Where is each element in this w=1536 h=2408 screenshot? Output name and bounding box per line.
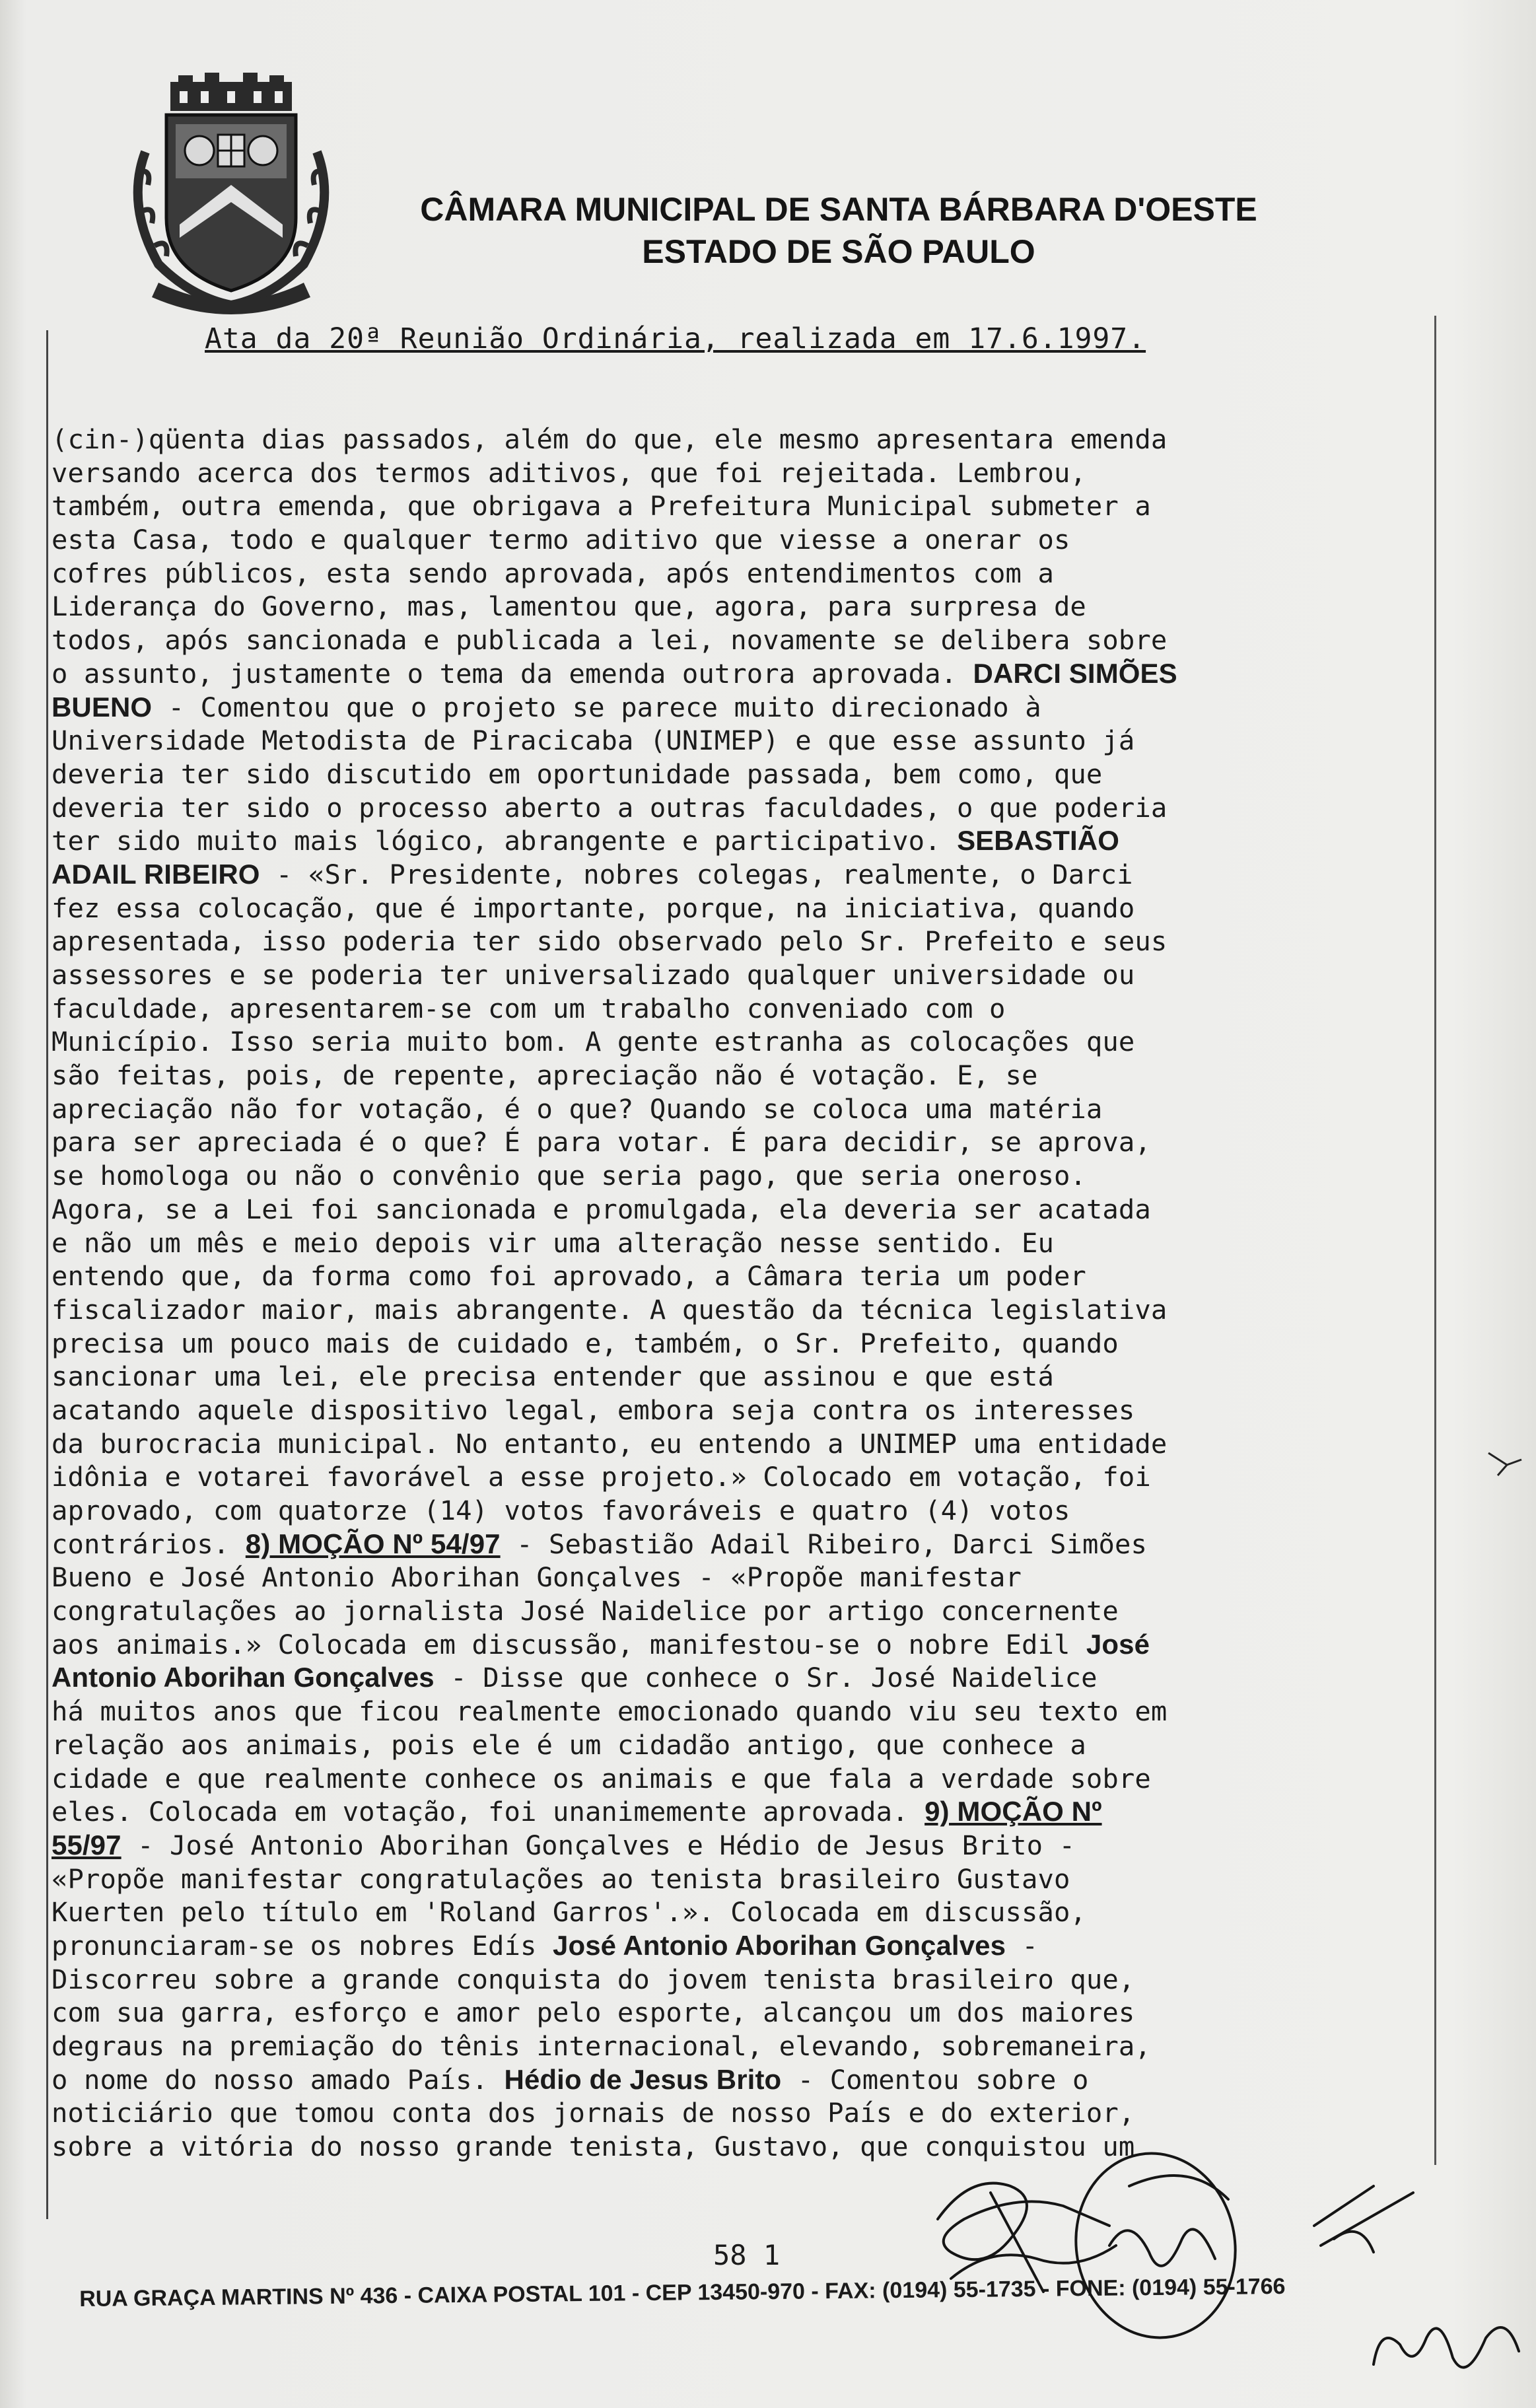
text-line: versando acerca dos termos aditivos, que foi rejeitada. Lembrou, bbox=[52, 456, 1086, 489]
speaker-name: José bbox=[1086, 1628, 1150, 1660]
speaker-name: ADAIL RIBEIRO bbox=[52, 858, 260, 890]
text-line: esta Casa, todo e qualquer termo aditivo que viesse a onerar os bbox=[52, 524, 1070, 556]
text-line: apreciação não for votação, é o que? Quando se coloca uma matéria bbox=[52, 1092, 1103, 1125]
text-line: Kuerten pelo título em 'Roland Garros'.». Colocada em discussão, bbox=[52, 1896, 1086, 1929]
text-line: para ser apreciada é o que? É para votar. É para decidir, se aprova, bbox=[52, 1126, 1151, 1158]
footer-address: RUA GRAÇA MARTINS Nº 436 - CAIXA POSTAL 101 - CEP 13450-970 - FAX: (0194) 55-1735 - FONE: (0194) 55-1766 bbox=[79, 2273, 1286, 2312]
text-line: todos, após sancionada e publicada a lei, novamente se delibera sobre bbox=[52, 624, 1168, 656]
text-line: se homologa ou não o convênio que seria pago, que seria oneroso. bbox=[52, 1160, 1086, 1192]
text-line: deveria ter sido discutido em oportunidade passada, bem como, que bbox=[52, 758, 1103, 790]
motion-heading: 8) MOÇÃO Nº 54/97 bbox=[245, 1528, 501, 1559]
text-line: da burocracia municipal. No entanto, eu entendo a UNIMEP uma entidade bbox=[52, 1427, 1168, 1460]
text-segment: o assunto, justamente o tema da emenda outrora aprovada. bbox=[52, 657, 973, 690]
text-segment: - Comentou sobre o bbox=[781, 2063, 1089, 2096]
motion-heading: 9) MOÇÃO Nº bbox=[925, 1796, 1102, 1827]
institution-state: ESTADO DE SÃO PAULO bbox=[642, 233, 1035, 270]
text-line: também, outra emenda, que obrigava a Prefeitura Municipal submeter a bbox=[52, 490, 1151, 522]
text-line: cidade e que realmente conhece os animais e que fala a verdade sobre bbox=[52, 1762, 1151, 1794]
text-segment: eles. Colocada em votação, foi unanimemente aprovada. bbox=[52, 1796, 925, 1828]
text-line: aprovado, com quatorze (14) votos favoráveis e quatro (4) votos bbox=[52, 1495, 1070, 1526]
text-line: e não um mês e meio depois vir uma alteração nesse sentido. Eu bbox=[52, 1226, 1054, 1259]
text-line: degraus na premiação do tênis internacional, elevando, sobremaneira, bbox=[52, 2030, 1151, 2062]
text-line bbox=[52, 1661, 1442, 1695]
text-line: deveria ter sido o processo aberto a outras faculdades, o que poderia bbox=[52, 791, 1168, 824]
text-line: fez essa colocação, que é importante, porque, na iniciativa, quando bbox=[52, 892, 1135, 924]
minutes-title: Ata da 20ª Reunião Ordinária, realizada em 17.6.1997. bbox=[205, 322, 1146, 355]
text-line bbox=[52, 1829, 1442, 1862]
text-segment: o nome do nosso amado País. bbox=[52, 2063, 505, 2096]
text-segment: - Disse que conhece o Sr. José Naidelice bbox=[434, 1662, 1098, 1694]
text-line: assessores e se poderia ter universalizado qualquer universidade ou bbox=[52, 959, 1135, 991]
text-line: Universidade Metodista de Piracicaba (UNIMEP) e que esse assunto já bbox=[52, 725, 1135, 757]
text-line: idônia e votarei favorável a esse projeto.» Colocado em votação, foi bbox=[52, 1461, 1151, 1493]
text-segment: - Sebastião Adail Ribeiro, Darci Simões bbox=[500, 1528, 1147, 1560]
text-line bbox=[52, 2063, 1442, 2097]
left-margin-rule bbox=[46, 330, 48, 2219]
text-line: relação aos animais, pois ele é um cidadão antigo, que conhece a bbox=[52, 1728, 1086, 1761]
text-line: (cin-)qüenta dias passados, além do que, ele mesmo apresentara emenda bbox=[52, 423, 1168, 455]
text-line bbox=[52, 824, 1442, 858]
text-line: sancionar uma lei, ele precisa entender que assinou e que está bbox=[52, 1361, 1054, 1393]
text-line: precisa um pouco mais de cuidado e, também, o Sr. Prefeito, quando bbox=[52, 1327, 1119, 1359]
text-line: Bueno e José Antonio Aborihan Gonçalves - «Propõe manifestar bbox=[52, 1561, 1022, 1594]
institution-header bbox=[370, 188, 1308, 273]
text-segment: ter sido muito mais lógico, abrangente e participativo. bbox=[52, 825, 958, 857]
text-line: acatando aquele dispositivo legal, embora seja contra os interesses bbox=[52, 1394, 1135, 1426]
text-segment: - Comentou que o projeto se parece muito direcionado à bbox=[152, 691, 1041, 723]
speaker-name: SEBASTIÃO bbox=[957, 825, 1119, 857]
text-segment: aos animais.» Colocada em discussão, manifestou-se o nobre Edil bbox=[52, 1628, 1086, 1660]
margin-check-mark-icon bbox=[1486, 1446, 1525, 1479]
text-line bbox=[52, 858, 1442, 892]
speaker-name: Hédio de Jesus Brito bbox=[504, 2063, 782, 2095]
page-number: 58 1 bbox=[713, 2239, 781, 2271]
text-line bbox=[52, 657, 1442, 691]
speaker-name: DARCI SIMÕES bbox=[973, 657, 1177, 689]
text-line: «Propõe manifestar congratulações ao tenista brasileiro Gustavo bbox=[52, 1862, 1070, 1895]
speaker-name: José Antonio Aborihan Gonçalves bbox=[552, 1929, 1006, 1961]
text-line: sobre a vitória do nosso grande tenista, Gustavo, que conquistou um bbox=[52, 2131, 1135, 2163]
text-line: Discorreu sobre a grande conquista do jovem tenista brasileiro que, bbox=[52, 1963, 1135, 1995]
text-segment: - José Antonio Aborihan Gonçalves e Hédio de Jesus Brito - bbox=[121, 1829, 1076, 1861]
text-line: faculdade, apresentarem-se com um trabalho conveniado com o bbox=[52, 992, 1006, 1024]
motion-heading: 55/97 bbox=[52, 1829, 122, 1860]
text-line: Liderança do Governo, mas, lamentou que, agora, para surpresa de bbox=[52, 590, 1086, 623]
text-line bbox=[52, 1628, 1442, 1662]
text-line: apresentada, isso poderia ter sido observado pelo Sr. Prefeito e seus bbox=[52, 925, 1168, 958]
text-line bbox=[52, 1929, 1442, 1963]
text-line: há muitos anos que ficou realmente emocionado quando viu seu texto em bbox=[52, 1695, 1168, 1728]
text-line bbox=[52, 1528, 1442, 1561]
speaker-name: Antonio Aborihan Gonçalves bbox=[52, 1662, 435, 1693]
text-line: com sua garra, esforço e amor pelo esporte, alcançou um dos maiores bbox=[52, 1997, 1135, 2029]
text-line: congratulações ao jornalista José Naidelice por artigo concernente bbox=[52, 1595, 1119, 1627]
text-line: fiscalizador maior, mais abrangente. A questão da técnica legislativa bbox=[52, 1293, 1168, 1326]
text-segment: contrários. bbox=[52, 1528, 246, 1560]
text-line: são feitas, pois, de repente, apreciação não é votação. E, se bbox=[52, 1059, 1038, 1092]
text-segment: - «Sr. Presidente, nobres colegas, realmente, o Darci bbox=[260, 858, 1133, 890]
institution-name: CÂMARA MUNICIPAL DE SANTA BÁRBARA D'OESTE bbox=[420, 191, 1257, 228]
text-segment: pronunciaram-se os nobres Edís bbox=[52, 1929, 553, 1962]
text-line bbox=[52, 691, 1442, 725]
text-line: entendo que, da forma como foi aprovado, a Câmara teria um poder bbox=[52, 1260, 1086, 1293]
text-line bbox=[52, 1795, 1442, 1829]
text-line: noticiário que tomou conta dos jornais de nosso País e do exterior, bbox=[52, 2097, 1135, 2129]
text-line: cofres públicos, esta sendo aprovada, após entendimentos com a bbox=[52, 557, 1054, 589]
text-line: Agora, se a Lei foi sancionada e promulgada, ela deveria ser acatada bbox=[52, 1193, 1151, 1225]
handwritten-signatures-icon bbox=[911, 2146, 1532, 2404]
municipal-coat-of-arms-icon bbox=[119, 73, 343, 317]
speaker-name: BUENO bbox=[52, 691, 153, 723]
minutes-body bbox=[52, 423, 1442, 2164]
text-line: Município. Isso seria muito bom. A gente estranha as colocações que bbox=[52, 1026, 1135, 1058]
text-segment: - bbox=[1006, 1929, 1039, 1962]
